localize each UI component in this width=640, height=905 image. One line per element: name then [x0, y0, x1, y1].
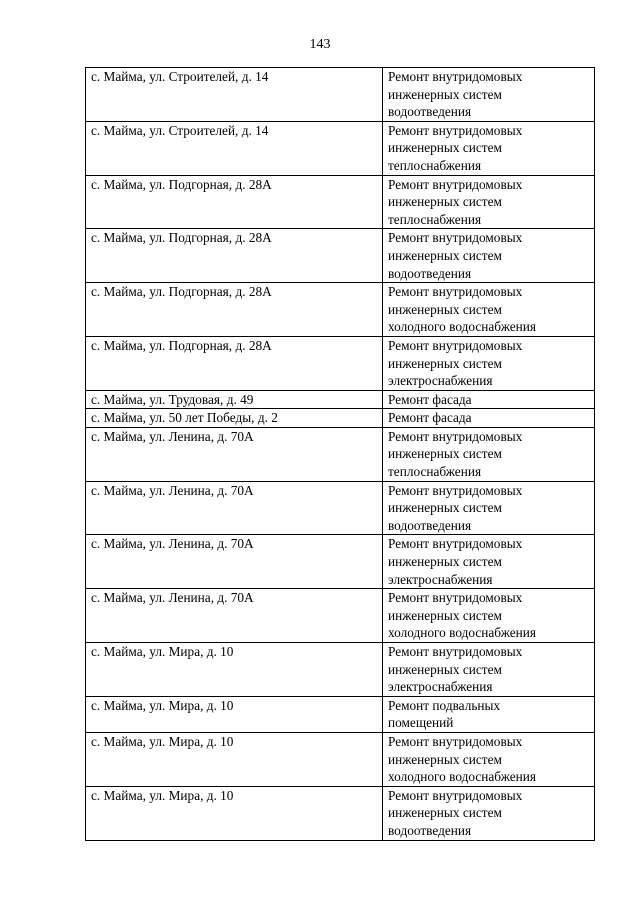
address-cell: с. Майма, ул. Строителей, д. 14	[86, 121, 383, 175]
table-row	[86, 786, 595, 840]
table-row	[86, 68, 595, 122]
table-row	[86, 427, 595, 481]
address-cell: с. Майма, ул. Ленина, д. 70А	[86, 535, 383, 589]
work-type-cell: Ремонт фасада	[383, 390, 595, 409]
address-cell: с. Майма, ул. Трудовая, д. 49	[86, 390, 383, 409]
table-row	[86, 696, 595, 732]
work-type-cell: Ремонт внутридомовых инженерных систем холодного водоснабжения	[383, 589, 595, 643]
work-type-cell: Ремонт внутридомовых инженерных систем водоотведения	[383, 68, 595, 122]
work-type-cell: Ремонт внутридомовых инженерных систем теплоснабжения	[383, 121, 595, 175]
address-cell: с. Майма, ул. Подгорная, д. 28А	[86, 283, 383, 337]
table-row	[86, 121, 595, 175]
work-type-cell: Ремонт внутридомовых инженерных систем теплоснабжения	[383, 427, 595, 481]
page-number: 143	[309, 37, 331, 52]
address-cell: с. Майма, ул. Строителей, д. 14	[86, 68, 383, 122]
table-row	[86, 336, 595, 390]
work-type-cell: Ремонт внутридомовых инженерных систем холодного водоснабжения	[383, 283, 595, 337]
work-type-cell: Ремонт подвальных помещений	[383, 696, 595, 732]
address-cell: с. Майма, ул. Мира, д. 10	[86, 732, 383, 786]
table-row	[86, 643, 595, 697]
table-row	[86, 589, 595, 643]
address-cell: с. Майма, ул. Мира, д. 10	[86, 643, 383, 697]
work-type-cell: Ремонт фасада	[383, 409, 595, 428]
address-cell: с. Майма, ул. Ленина, д. 70А	[86, 427, 383, 481]
work-type-cell: Ремонт внутридомовых инженерных систем холодного водоснабжения	[383, 732, 595, 786]
works-table	[85, 67, 595, 841]
address-cell: с. Майма, ул. Ленина, д. 70А	[86, 481, 383, 535]
work-type-cell: Ремонт внутридомовых инженерных систем теплоснабжения	[383, 175, 595, 229]
table-row	[86, 390, 595, 409]
address-cell: с. Майма, ул. 50 лет Победы, д. 2	[86, 409, 383, 428]
address-cell: с. Майма, ул. Подгорная, д. 28А	[86, 336, 383, 390]
table-row	[86, 535, 595, 589]
address-cell: с. Майма, ул. Мира, д. 10	[86, 696, 383, 732]
work-type-cell: Ремонт внутридомовых инженерных систем водоотведения	[383, 229, 595, 283]
table-row	[86, 409, 595, 428]
works-table-body	[86, 68, 595, 841]
table-row	[86, 481, 595, 535]
work-type-cell: Ремонт внутридомовых инженерных систем электроснабжения	[383, 643, 595, 697]
address-cell: с. Майма, ул. Ленина, д. 70А	[86, 589, 383, 643]
address-cell: с. Майма, ул. Подгорная, д. 28А	[86, 229, 383, 283]
work-type-cell: Ремонт внутридомовых инженерных систем водоотведения	[383, 786, 595, 840]
address-cell: с. Майма, ул. Мира, д. 10	[86, 786, 383, 840]
work-type-cell: Ремонт внутридомовых инженерных систем водоотведения	[383, 481, 595, 535]
table-row	[86, 732, 595, 786]
work-type-cell: Ремонт внутридомовых инженерных систем электроснабжения	[383, 336, 595, 390]
table-row	[86, 283, 595, 337]
work-type-cell: Ремонт внутридомовых инженерных систем электроснабжения	[383, 535, 595, 589]
table-row	[86, 229, 595, 283]
address-cell: с. Майма, ул. Подгорная, д. 28А	[86, 175, 383, 229]
table-row	[86, 175, 595, 229]
